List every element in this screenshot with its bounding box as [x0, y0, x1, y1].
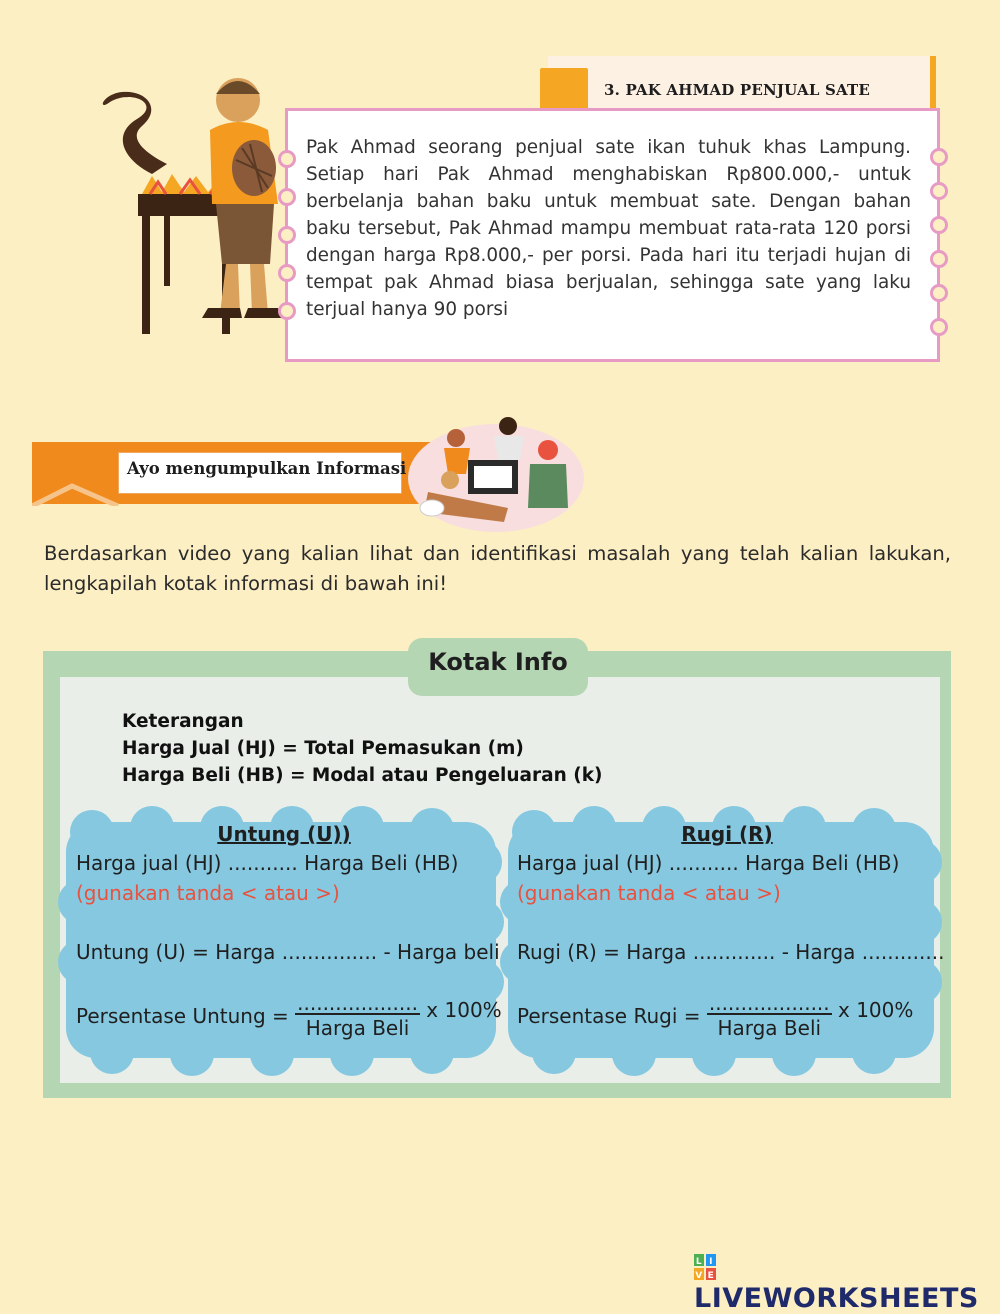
untung-compare: Harga jual (HJ) ........... Harga Beli (HB): [76, 851, 459, 875]
card-notch: [278, 264, 296, 282]
untung-numerator: ...................: [297, 991, 418, 1015]
rugi-formula: Rugi (R) = Harga ............. - Harga .............: [517, 940, 945, 964]
cloud-bump: [460, 900, 504, 944]
keterangan-block: [122, 708, 602, 789]
card-notch: [930, 216, 948, 234]
untung-title: Untung (U)): [217, 822, 351, 846]
cloud-bump: [898, 840, 942, 884]
untung-percent-label: Persentase Untung =: [76, 1004, 289, 1028]
card-notch: [930, 182, 948, 200]
rugi-hint: (gunakan tanda < atau >): [517, 881, 781, 905]
untung-formula: Untung (U) = Harga ............... - Harga beli: [76, 940, 500, 964]
cloud-bump: [458, 840, 502, 884]
rugi-title: Rugi (R): [681, 822, 773, 846]
keterangan-hj: Harga Jual (HJ) = Total Pemasukan (m): [122, 738, 524, 759]
badge-letter: E: [707, 1271, 715, 1280]
untung-times: x 100%: [426, 998, 502, 1022]
rugi-compare: Harga jual (HJ) ........... Harga Beli (HB): [517, 851, 900, 875]
liveworksheets-wordmark: LIVEWORKSHEETS: [694, 1283, 979, 1314]
info-title: Kotak Info: [428, 648, 568, 676]
card-notch: [930, 318, 948, 336]
students-discussion-illustration: [408, 412, 584, 532]
rugi-fraction: [707, 991, 832, 1041]
card-notch: [278, 188, 296, 206]
card-notch: [278, 150, 296, 168]
sate-seller-illustration: [92, 64, 298, 340]
card-notch: [278, 302, 296, 320]
rugi-numerator: ...................: [708, 991, 830, 1015]
untung-hint: (gunakan tanda < atau >): [76, 881, 340, 905]
untung-fraction: [295, 991, 420, 1041]
cloud-bump: [898, 900, 942, 944]
badge-letter: V: [695, 1271, 703, 1280]
liveworksheets-badge-icon: [694, 1254, 716, 1280]
card-notch: [930, 250, 948, 268]
keterangan-heading: Keterangan: [122, 711, 244, 732]
badge-letter: I: [709, 1257, 713, 1267]
card-notch: [930, 284, 948, 302]
rugi-percent-row: [517, 991, 914, 1041]
rugi-denominator: Harga Beli: [717, 1016, 822, 1040]
card-notch: [930, 148, 948, 166]
keterangan-hb: Harga Beli (HB) = Modal atau Pengeluaran (k): [122, 765, 603, 786]
badge-letter: L: [695, 1257, 703, 1267]
untung-percent-row: [76, 991, 502, 1041]
untung-denominator: Harga Beli: [305, 1016, 410, 1040]
liveworksheets-logo: [694, 1252, 1000, 1314]
story-title: 3. PAK AHMAD PENJUAL SATE: [604, 81, 871, 99]
rugi-times: x 100%: [838, 998, 914, 1022]
rugi-percent-label: Persentase Rugi =: [517, 1004, 701, 1028]
instruction-text: Berdasarkan video yang kalian lihat dan identifikasi masalah yang telah kalian lakukan, lengkapilah kotak informasi di bawah ini!: [44, 542, 951, 595]
banner-roof-decoration: [32, 480, 122, 506]
story-paragraph: Pak Ahmad seorang penjual sate ikan tuhuk khas Lampung. Setiap hari Pak Ahmad menghabiskan Rp800.000,- untuk berbelanja bahan baku untuk membuat sate. Dengan bahan baku tersebut, Pak Ahmad mampu membuat rata-rata 120 porsi dengan harga Rp8.000,- per porsi. Pada hari itu terjadi hujan di tempat pak Ahmad biasa berjualan, sehingga sate yang laku terjual hanya 90 porsi: [306, 137, 911, 320]
banner-label: Ayo mengumpulkan Informasi: [127, 459, 407, 478]
card-notch: [278, 226, 296, 244]
